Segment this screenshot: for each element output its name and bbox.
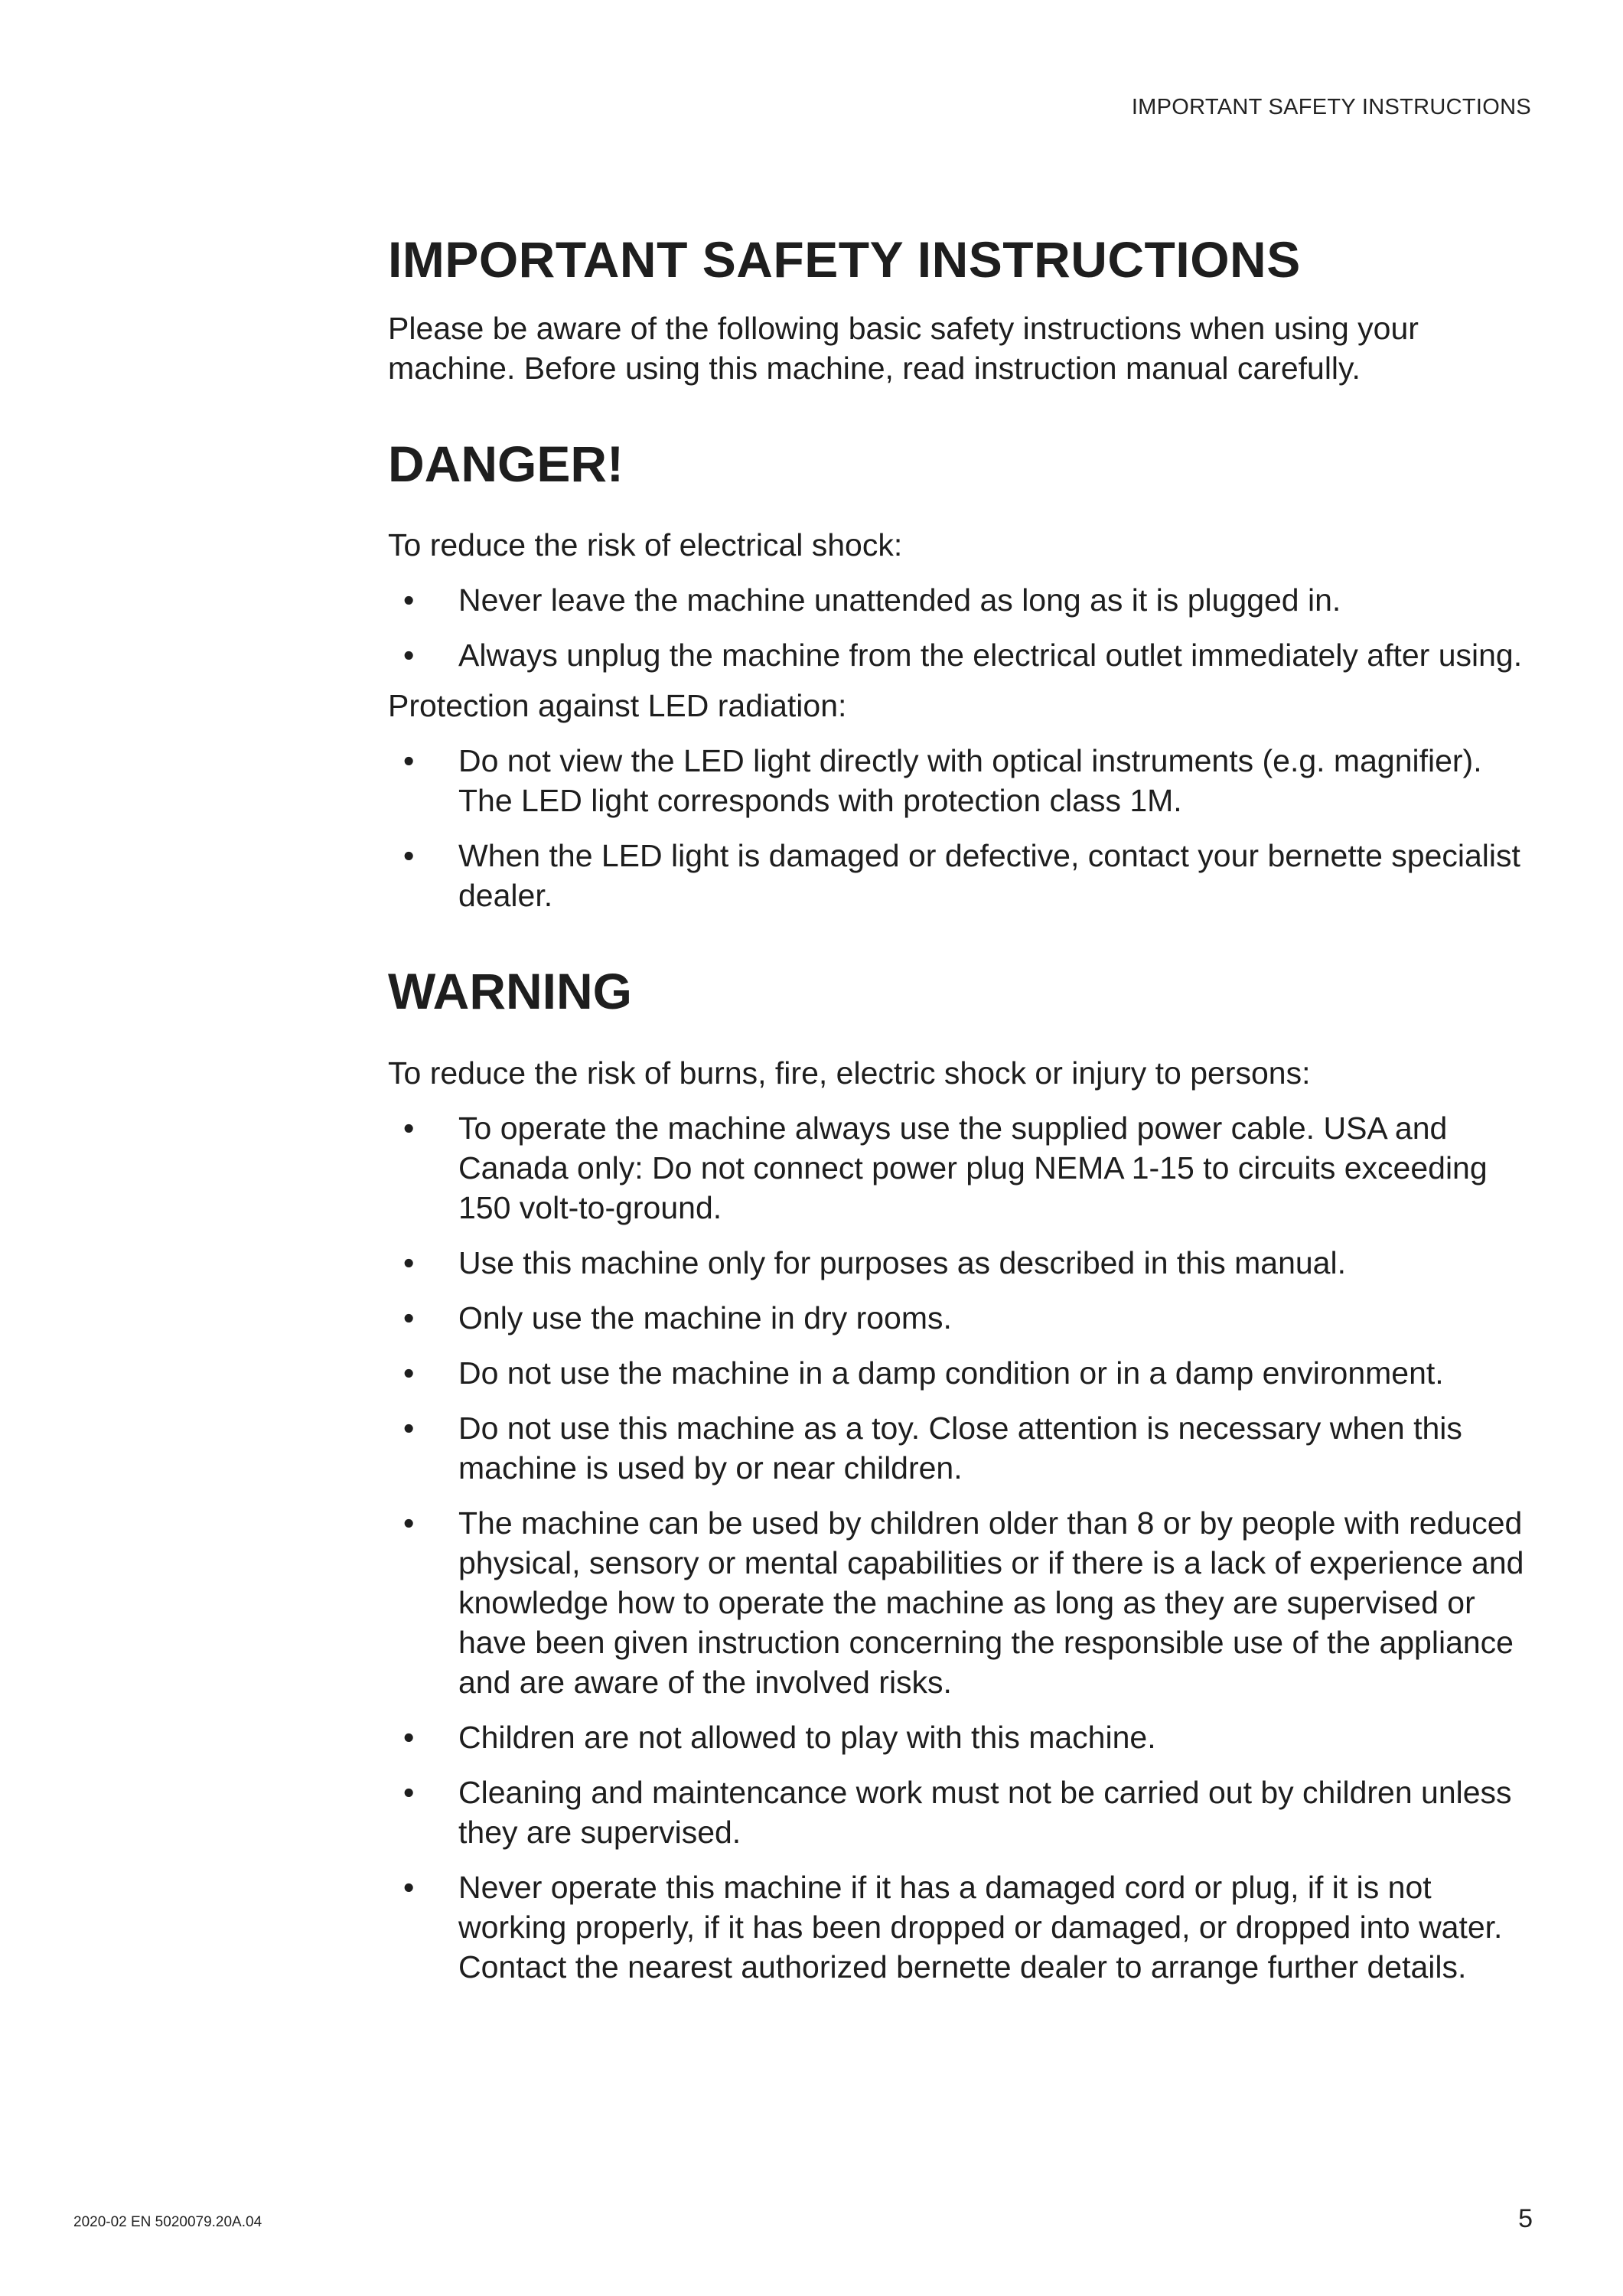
footer-document-code: 2020-02 EN 5020079.20A.04: [73, 2214, 262, 2230]
list-item-text: To operate the machine always use the supplied power cable. USA and Canada only: Do not connect power plug NEMA 1-15 to circuits exceeding 150 volt-to-ground.: [458, 1110, 1488, 1225]
intro-paragraph: Please be aware of the following basic safety instructions when using your machine. Before using this machine, read instruction manual carefully.: [388, 311, 1419, 386]
page-content: [388, 230, 1536, 1987]
warning-heading: WARNING: [388, 963, 632, 1020]
list-item: [388, 1353, 1536, 1393]
bullet-icon: •: [403, 1505, 415, 1541]
warning-list: [388, 1108, 1536, 1987]
list-item: [388, 1717, 1536, 1757]
running-header: IMPORTANT SAFETY INSTRUCTIONS: [1131, 95, 1531, 119]
list-item-text: Do not use the machine in a damp condition or in a damp environment.: [458, 1355, 1444, 1391]
bullet-icon: •: [403, 838, 415, 874]
warning-lead: To reduce the risk of burns, fire, electric shock or injury to persons:: [388, 1055, 1311, 1091]
bullet-icon: •: [403, 1410, 415, 1446]
list-item-text: Never leave the machine unattended as long as it is plugged in.: [458, 582, 1341, 618]
bullet-icon: •: [403, 1244, 415, 1280]
list-item: [388, 635, 1536, 675]
danger-shock-list: [388, 580, 1536, 675]
list-item: [388, 1298, 1536, 1338]
bullet-icon: •: [403, 1869, 415, 1905]
list-item: [388, 1108, 1536, 1228]
bullet-icon: •: [403, 1719, 415, 1755]
list-item-text: The machine can be used by children older than 8 or by people with reduced physical, sensory or mental capabilities or if there is a lack of experience and knowledge how to operate the machine as long as they are supervised or have been given instruction concerning the responsible use of the appliance and are aware of the involved risks.: [458, 1505, 1524, 1700]
list-item: [388, 1503, 1536, 1702]
list-item: [388, 1867, 1536, 1987]
bullet-icon: •: [403, 743, 415, 779]
list-item: [388, 741, 1536, 820]
bullet-icon: •: [403, 1774, 415, 1810]
list-item: [388, 1773, 1536, 1852]
list-item: [388, 836, 1536, 915]
list-item-text: Use this machine only for purposes as described in this manual.: [458, 1244, 1346, 1280]
danger-heading: DANGER!: [388, 435, 624, 493]
list-item-text: Do not use this machine as a toy. Close attention is necessary when this machine is used by or near children.: [458, 1410, 1462, 1486]
danger-led-list: [388, 741, 1536, 915]
danger-shock-lead: To reduce the risk of electrical shock:: [388, 527, 903, 563]
danger-led-lead: Protection against LED radiation:: [388, 688, 847, 724]
page-title: IMPORTANT SAFETY INSTRUCTIONS: [388, 231, 1301, 288]
list-item-text: Always unplug the machine from the electrical outlet immediately after using.: [458, 638, 1523, 673]
bullet-icon: •: [403, 1110, 415, 1146]
bullet-icon: •: [403, 638, 415, 673]
list-item-text: Do not view the LED light directly with optical instruments (e.g. magnifier). The LED light corresponds with protection class 1M.: [458, 743, 1482, 819]
bullet-icon: •: [403, 1300, 415, 1336]
bullet-icon: •: [403, 582, 415, 618]
list-item: [388, 580, 1536, 620]
list-item-text: Only use the machine in dry rooms.: [458, 1300, 952, 1336]
list-item: [388, 1243, 1536, 1283]
page-number: 5: [1518, 2204, 1533, 2233]
list-item-text: When the LED light is damaged or defective, contact your bernette specialist dealer.: [458, 838, 1520, 914]
list-item-text: Never operate this machine if it has a damaged cord or plug, if it is not working properly, if it has been dropped or damaged, or dropped into water. Contact the nearest authorized bernette dealer to arrange further details.: [458, 1869, 1503, 1985]
list-item-text: Children are not allowed to play with this machine.: [458, 1719, 1156, 1755]
list-item-text: Cleaning and maintencance work must not be carried out by children unless they are supervised.: [458, 1774, 1512, 1850]
bullet-icon: •: [403, 1355, 415, 1391]
list-item: [388, 1408, 1536, 1488]
